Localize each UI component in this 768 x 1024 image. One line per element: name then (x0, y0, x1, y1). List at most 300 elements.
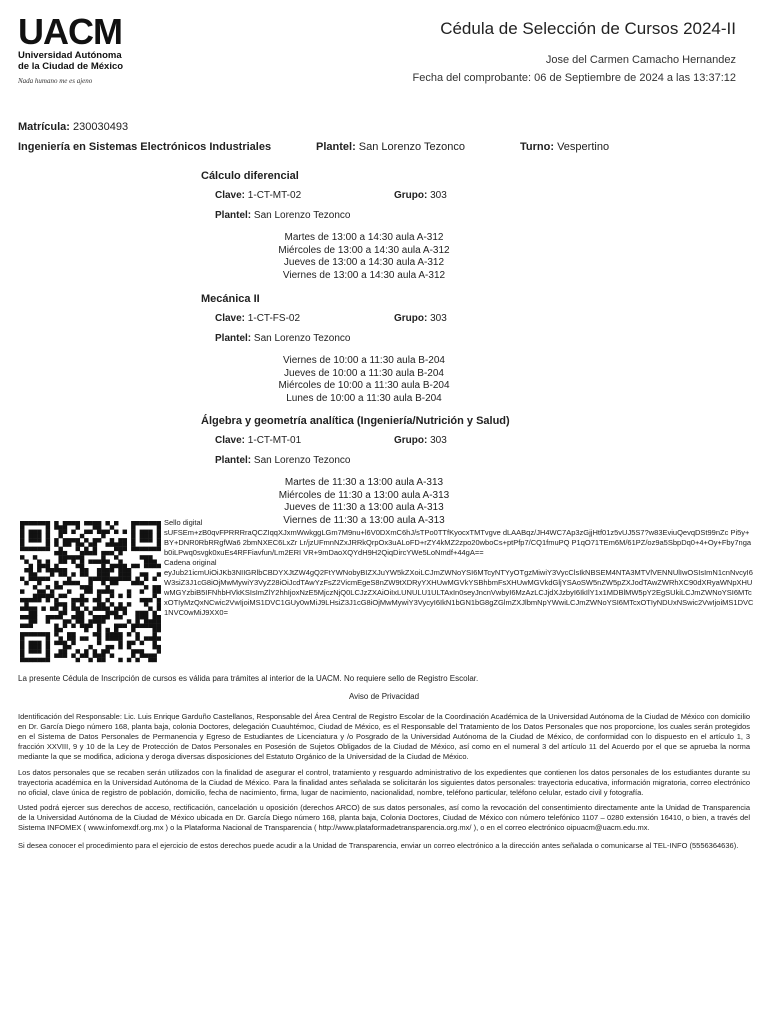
qr-module (118, 624, 122, 628)
qr-module (63, 581, 67, 585)
qr-module (101, 577, 105, 581)
qr-module (63, 645, 67, 649)
clave-label: Clave: (215, 190, 246, 201)
qr-module (105, 636, 109, 640)
qr-module (97, 568, 101, 572)
qr-module (58, 585, 62, 589)
qr-module (110, 602, 114, 606)
qr-module (131, 538, 135, 542)
plantel-label: Plantel: (215, 210, 252, 221)
qr-module (63, 572, 67, 576)
qr-module (33, 530, 37, 534)
qr-module (24, 581, 28, 585)
qr-module (105, 611, 109, 615)
logo-line-1: Universidad Autónoma (18, 50, 122, 61)
qr-module (58, 594, 62, 598)
qr-module (140, 653, 144, 657)
qr-module (88, 645, 92, 649)
qr-module (46, 577, 50, 581)
qr-module (97, 615, 101, 619)
qr-module (84, 598, 88, 602)
schedule-line: Viernes de 13:00 a 14:30 aula A-312 (282, 269, 446, 281)
qr-module (152, 619, 156, 623)
qr-module (58, 547, 62, 551)
qr-module (58, 572, 62, 576)
qr-module (101, 581, 105, 585)
qr-module (84, 568, 88, 572)
qr-module (41, 606, 45, 610)
qr-module (88, 624, 92, 628)
qr-module (157, 521, 161, 525)
qr-module (101, 568, 105, 572)
qr-module (29, 521, 33, 525)
privacy-paragraph: Identificación del Responsable: Lic. Luis Enrique Garduño Castellanos, Responsable del Área Central de Registro Escolar de la Coordinación Académica de la Universidad Autónoma de la Ciudad de México con domicilio en Dr. García Diego número 168, planta baja, colonia Doctores, delegación Cuauhtémoc, Ciudad de México, es el Responsable del Tratamiento de los Datos Personales que nos proporcione, los cuales serán protegidos en el Sistema de Datos Personales de Permanencia y Egreso de Estudiantes de Licenciatura y /o Posgrado de la Universidad Autónoma de la Ciudad de México, de conformidad con lo dispuesto en el artículo 1, 3 fracción XXVIII, 9 y 10 de la Ley de Protección de Datos Personales en Posesión de Sujetos Obligados de la Ciudad de México, así como en el numeral 3 del artículo 11 del Acuerdo por el que se aprueba la norma mediante la que se modifica, adiciona y deroga diversas disposiciones del Estatuto Orgánico de la Universidad de la Ciudad de México. (18, 712, 750, 761)
qr-module (46, 525, 50, 529)
qr-module (71, 632, 75, 636)
qr-module (24, 658, 28, 662)
qr-module (20, 577, 24, 581)
qr-module (152, 589, 156, 593)
qr-module (97, 589, 101, 593)
qr-module (54, 551, 58, 555)
qr-module (140, 538, 144, 542)
qr-module (110, 538, 114, 542)
qr-module (29, 658, 33, 662)
qr-module (135, 624, 139, 628)
qr-module (54, 568, 58, 572)
logo-line-2: de la Ciudad de México (18, 61, 124, 72)
qr-module (157, 572, 161, 576)
qr-module (24, 615, 28, 619)
qr-module (80, 602, 84, 606)
qr-module (101, 615, 105, 619)
qr-module (29, 649, 33, 653)
qr-module (37, 658, 41, 662)
qr-module (157, 534, 161, 538)
career-line (18, 141, 758, 155)
qr-module (67, 636, 71, 640)
qr-module (123, 611, 127, 615)
qr-module (88, 521, 92, 525)
qr-module (105, 645, 109, 649)
qr-module (101, 602, 105, 606)
qr-module (97, 641, 101, 645)
qr-module (148, 619, 152, 623)
qr-module (50, 589, 54, 593)
qr-module (29, 538, 33, 542)
qr-module (29, 572, 33, 576)
qr-module (135, 521, 139, 525)
qr-module (118, 559, 122, 563)
qr-module (144, 598, 148, 602)
qr-module (144, 547, 148, 551)
qr-module (97, 632, 101, 636)
qr-module (101, 658, 105, 662)
qr-module (67, 577, 71, 581)
qr-module (152, 564, 156, 568)
qr-module (80, 551, 84, 555)
qr-module (105, 649, 109, 653)
course-block (201, 415, 541, 527)
qr-module (29, 530, 33, 534)
qr-module (71, 521, 75, 525)
course-grupo: 303 (430, 435, 447, 446)
qr-module (20, 589, 24, 593)
qr-module (84, 538, 88, 542)
course-clave-grupo (201, 435, 541, 451)
qr-module (152, 624, 156, 628)
clave-label: Clave: (215, 313, 246, 324)
qr-module (84, 653, 88, 657)
qr-module (144, 564, 148, 568)
student-plantel-value: San Lorenzo Tezonco (358, 141, 466, 153)
validity-notice: La presente Cédula de Inscripción de cursos es válida para trámites al interior de la UACM. No requiere sello de Registro Escolar. (18, 674, 479, 683)
qr-module (135, 611, 139, 615)
uacm-logo (18, 11, 138, 85)
qr-module (63, 568, 67, 572)
qr-module (152, 653, 156, 657)
qr-module (131, 547, 135, 551)
qr-module (20, 624, 24, 628)
qr-module (63, 521, 67, 525)
privacy-paragraph: Usted podrá ejercer sus derechos de acceso, rectificación, cancelación u oposición (derechos ARCO) de sus datos personales, así como la revocación del consentimiento directamente ante la Unidad de Transparencia de la Universidad Autónoma de la Ciudad de México ubicada en Dr. García Diego número 168, planta baja, Colonia Doctores, Ciudad de México con número telefónico 1107 – 0280 extensión 16410, o bien, a través del Sistema INFOMEX ( www.infomexdf.org.mx ) o la Plataforma Nacional de Transparencia ( http://www.plataformadetransparencia.org.mx/ ), o en el correo electrónico oipuacm@uacm.edu.mx. (18, 803, 750, 832)
qr-module (152, 658, 156, 662)
qr-module (46, 641, 50, 645)
qr-module (76, 658, 80, 662)
qr-module (84, 547, 88, 551)
qr-module (127, 602, 131, 606)
qr-module (127, 632, 131, 636)
student-turno (520, 141, 609, 153)
qr-module (101, 649, 105, 653)
schedule-line: Miércoles de 13:00 a 14:30 aula A-312 (278, 244, 450, 256)
qr-module (54, 538, 58, 542)
qr-module (41, 632, 45, 636)
qr-module (93, 653, 97, 657)
qr-module (58, 653, 62, 657)
qr-module (118, 615, 122, 619)
qr-module (46, 542, 50, 546)
qr-module (88, 585, 92, 589)
qr-module (148, 606, 152, 610)
qr-module (20, 555, 24, 559)
qr-module (20, 606, 24, 610)
qr-module (33, 606, 37, 610)
qr-module (80, 619, 84, 623)
qr-module (63, 641, 67, 645)
qr-module (54, 564, 58, 568)
qr-module (84, 530, 88, 534)
qr-module (33, 585, 37, 589)
qr-module (157, 619, 161, 623)
qr-module (41, 577, 45, 581)
qr-module (93, 619, 97, 623)
qr-module (93, 632, 97, 636)
qr-module (71, 555, 75, 559)
qr-module (93, 606, 97, 610)
qr-module (84, 572, 88, 576)
qr-module (118, 641, 122, 645)
qr-module (76, 581, 80, 585)
qr-module (123, 606, 127, 610)
qr-module (63, 649, 67, 653)
qr-module (71, 598, 75, 602)
qr-module (54, 598, 58, 602)
qr-module (58, 649, 62, 653)
qr-module (148, 521, 152, 525)
qr-module (101, 564, 105, 568)
qr-module (84, 589, 88, 593)
qr-module (84, 551, 88, 555)
qr-module (93, 521, 97, 525)
qr-module (157, 542, 161, 546)
privacy-notice-title: Aviso de Privacidad (348, 692, 420, 701)
qr-module (123, 542, 127, 546)
qr-module (110, 525, 114, 529)
qr-module (46, 538, 50, 542)
qr-module (144, 555, 148, 559)
course-clave-grupo (201, 313, 531, 329)
qr-module (127, 577, 131, 581)
qr-module (140, 555, 144, 559)
qr-module (58, 555, 62, 559)
qr-module (118, 572, 122, 576)
qr-module (135, 581, 139, 585)
qr-module (131, 624, 135, 628)
qr-module (84, 636, 88, 640)
qr-module (46, 598, 50, 602)
qr-module (110, 581, 114, 585)
qr-module (67, 581, 71, 585)
qr-module (105, 606, 109, 610)
qr-module (97, 572, 101, 576)
qr-module (54, 628, 58, 632)
qr-module (118, 636, 122, 640)
qr-module (33, 619, 37, 623)
qr-module (152, 547, 156, 551)
qr-module (97, 530, 101, 534)
qr-module (114, 555, 118, 559)
qr-module (110, 551, 114, 555)
qr-module (88, 611, 92, 615)
qr-module (110, 645, 114, 649)
qr-module (157, 636, 161, 640)
qr-module (37, 581, 41, 585)
qr-module (37, 559, 41, 563)
qr-module (114, 606, 118, 610)
qr-module (127, 589, 131, 593)
qr-module (37, 568, 41, 572)
qr-module (54, 525, 58, 529)
qr-module (157, 525, 161, 529)
qr-module (29, 624, 33, 628)
course-name: Cálculo diferencial (201, 170, 299, 182)
qr-module (114, 615, 118, 619)
qr-module (97, 636, 101, 640)
qr-module (67, 619, 71, 623)
qr-module (71, 636, 75, 640)
qr-module (140, 624, 144, 628)
qr-module (80, 653, 84, 657)
qr-module (93, 538, 97, 542)
qr-module (105, 542, 109, 546)
course-plantel: Plantel: San Lorenzo Tezonco (215, 210, 351, 221)
course-plantel: Plantel: San Lorenzo Tezonco (215, 333, 351, 344)
qr-module (110, 564, 114, 568)
schedule-line: Viernes de 10:00 a 11:30 aula B-204 (283, 355, 445, 366)
qr-module (29, 598, 33, 602)
qr-module (33, 611, 37, 615)
course-plantel: Plantel: San Lorenzo Tezonco (215, 455, 351, 466)
qr-module (33, 598, 37, 602)
qr-module (33, 547, 37, 551)
matricula-value: 230030493 (73, 121, 129, 133)
qr-module (20, 521, 24, 525)
qr-module (105, 585, 109, 589)
qr-module (123, 564, 127, 568)
qr-module (37, 641, 41, 645)
qr-module (46, 564, 50, 568)
course-schedule (201, 355, 527, 405)
qr-module (67, 542, 71, 546)
page-title: Cédula de Selección de Cursos 2024-II (440, 19, 736, 38)
qr-module (131, 581, 135, 585)
qr-module (71, 606, 75, 610)
qr-module (63, 606, 67, 610)
qr-module (110, 611, 114, 615)
qr-module (140, 611, 144, 615)
qr-module (93, 615, 97, 619)
qr-module (37, 645, 41, 649)
qr-module (144, 619, 148, 623)
qr-module (63, 551, 67, 555)
qr-module (114, 530, 118, 534)
qr-module (63, 525, 67, 529)
qr-module (46, 568, 50, 572)
qr-module (76, 611, 80, 615)
qr-module (20, 542, 24, 546)
qr-module (148, 624, 152, 628)
qr-module (46, 521, 50, 525)
qr-module (24, 602, 28, 606)
qr-module (71, 653, 75, 657)
qr-module (157, 645, 161, 649)
course-clave: 1-CT-MT-02 (247, 190, 302, 201)
schedule-line: Jueves de 10:00 a 11:30 aula B-204 (284, 367, 444, 379)
qr-module (97, 619, 101, 623)
qr-module (152, 628, 156, 632)
qr-module (54, 542, 58, 546)
qr-module (140, 641, 144, 645)
qr-module (58, 568, 62, 572)
qr-module (131, 628, 135, 632)
qr-module (50, 572, 54, 576)
qr-module (152, 577, 156, 581)
qr-module (97, 598, 101, 602)
student-plantel (316, 141, 465, 153)
qr-module (144, 534, 148, 538)
qr-module (67, 538, 71, 542)
qr-module (63, 555, 67, 559)
qr-module (131, 653, 135, 657)
qr-module (50, 615, 54, 619)
qr-module (140, 572, 144, 576)
qr-module (144, 521, 148, 525)
qr-module (127, 594, 131, 598)
qr-module (152, 594, 156, 598)
schedule-line: Viernes de 11:30 a 13:00 aula A-313 (283, 514, 445, 526)
qr-module (157, 564, 161, 568)
course-clave: 1-CT-FS-02 (247, 313, 301, 324)
qr-module (118, 645, 122, 649)
qr-module (80, 555, 84, 559)
qr-module (29, 615, 33, 619)
qr-module (24, 632, 28, 636)
qr-module (127, 645, 131, 649)
qr-module (20, 636, 24, 640)
qr-module (97, 653, 101, 657)
course-schedule (201, 232, 527, 282)
qr-module (140, 615, 144, 619)
qr-module (118, 551, 122, 555)
qr-module (123, 547, 127, 551)
qr-module (67, 555, 71, 559)
qr-module (46, 559, 50, 563)
schedule-line: Martes de 11:30 a 13:00 aula A-313 (284, 477, 444, 488)
qr-module (37, 594, 41, 598)
schedule-line: Miércoles de 10:00 a 11:30 aula B-204 (278, 380, 450, 391)
qr-module (144, 653, 148, 657)
qr-module (114, 547, 118, 551)
qr-module (37, 589, 41, 593)
qr-module (135, 649, 139, 653)
qr-module (135, 577, 139, 581)
student-turno-value: Vespertino (557, 141, 610, 153)
qr-module (58, 525, 62, 529)
qr-module (41, 547, 45, 551)
qr-module (80, 542, 84, 546)
qr-module (88, 581, 92, 585)
qr-module (33, 538, 37, 542)
logo-wordmark: UACM (18, 11, 122, 52)
qr-module (101, 572, 105, 576)
qr-module (131, 641, 135, 645)
qr-module (148, 658, 152, 662)
qr-module (93, 559, 97, 563)
course-grupo: 303 (430, 313, 447, 324)
qr-module (97, 521, 101, 525)
qr-module (84, 649, 88, 653)
qr-module (127, 641, 131, 645)
qr-module (140, 530, 144, 534)
qr-module (29, 619, 33, 623)
qr-module (157, 649, 161, 653)
qr-module (63, 624, 67, 628)
student-plantel-label: Plantel: (316, 141, 356, 153)
qr-module (101, 653, 105, 657)
receipt-date: Fecha del comprobante: 06 de Septiembre de 2024 a las 13:37:12 (412, 72, 736, 84)
qr-module (37, 538, 41, 542)
qr-module (105, 632, 109, 636)
qr-module (123, 624, 127, 628)
matricula-line (18, 121, 128, 133)
qr-module (29, 632, 33, 636)
qr-module (127, 658, 131, 662)
qr-module (63, 619, 67, 623)
qr-module (88, 551, 92, 555)
qr-module (105, 559, 109, 563)
qr-module (88, 577, 92, 581)
